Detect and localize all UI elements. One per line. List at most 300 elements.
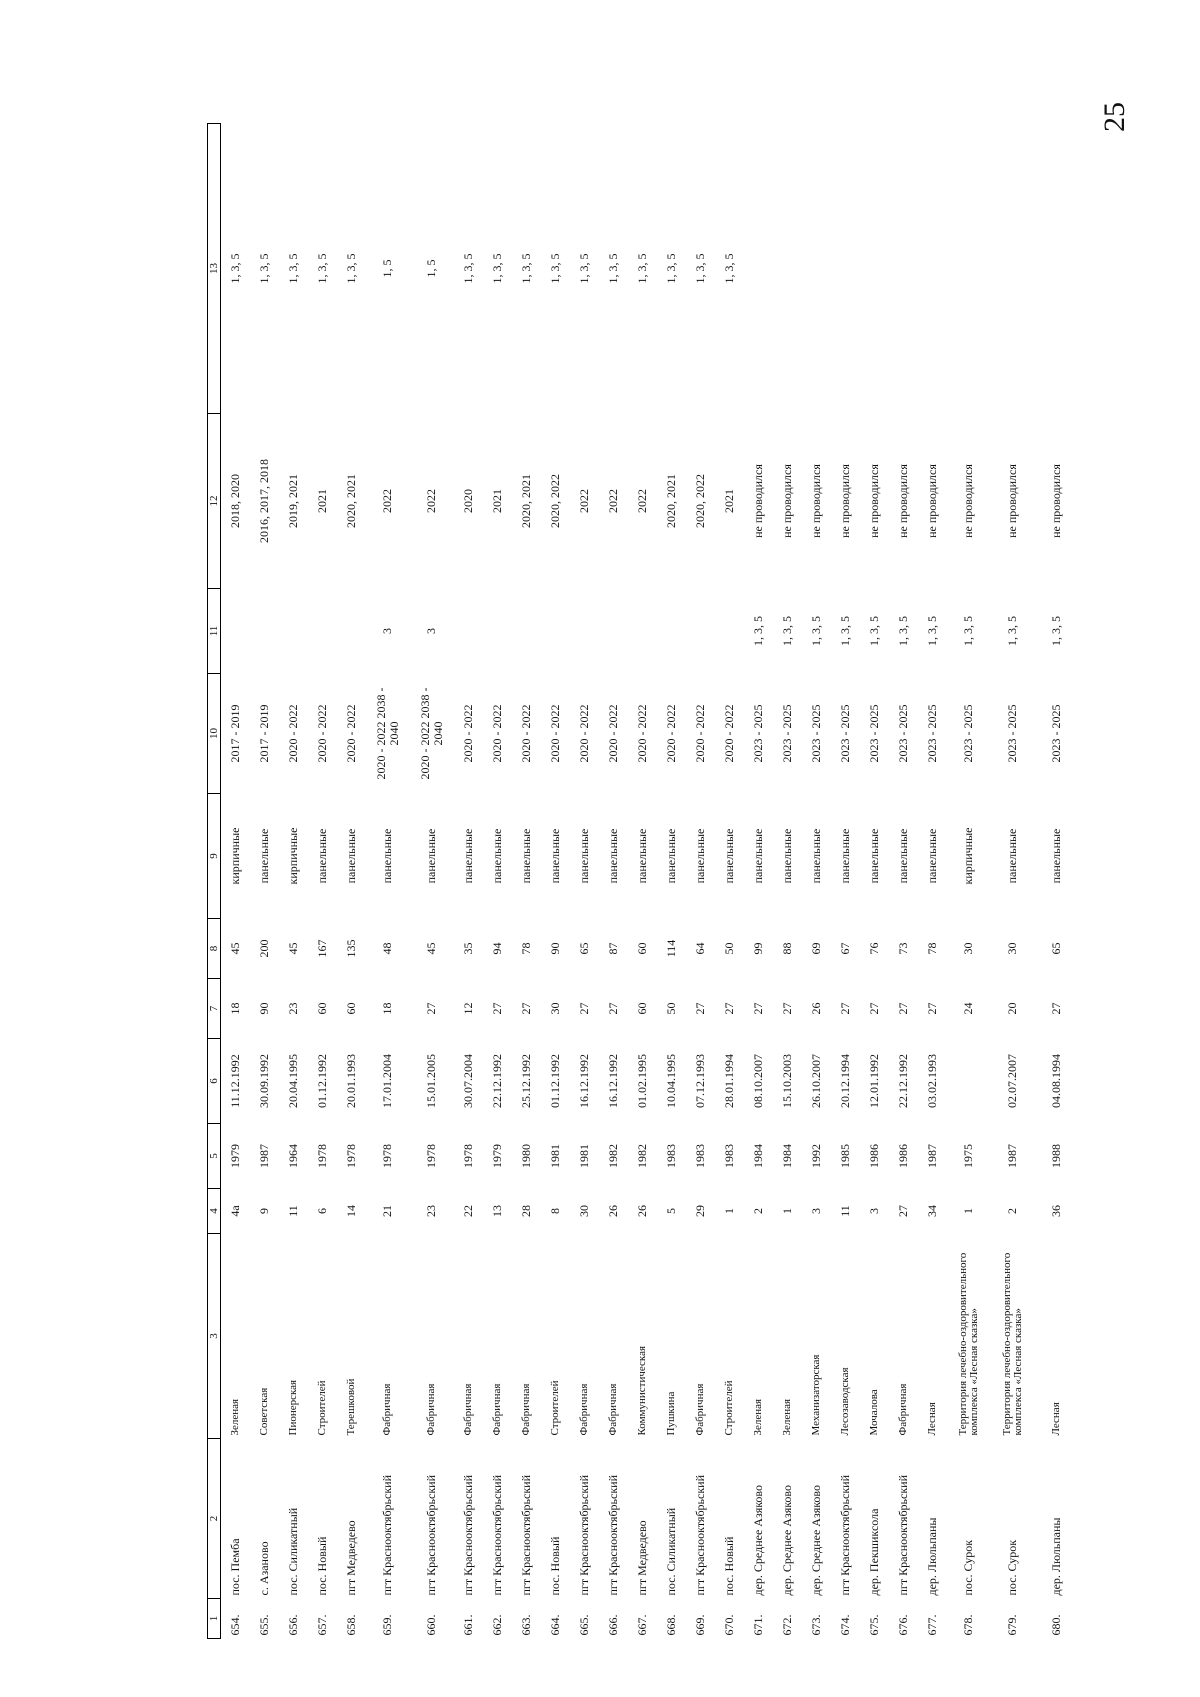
col12-cell: 2021 <box>489 489 504 513</box>
wall-material-cell: панельные <box>634 828 649 884</box>
date-cell: 30.07.2004 <box>460 1054 475 1108</box>
row-number: 658. <box>343 1614 358 1636</box>
period-cell: 2023 - 2025 <box>961 704 975 763</box>
col12-cell: 2022 <box>576 489 591 513</box>
col13-cell: 1, 3, 5 <box>663 253 678 284</box>
street-cell: Пушкина <box>664 1391 677 1436</box>
period-cell: 2017 - 2019 <box>256 704 271 763</box>
house-number-cell: 30 <box>576 1205 591 1217</box>
house-number-cell: 21 <box>380 1205 394 1217</box>
row-number: 661. <box>460 1614 475 1636</box>
col8-cell: 99 <box>750 942 765 955</box>
page-number: 25 <box>1098 102 1131 132</box>
col8-cell: 60 <box>634 942 649 955</box>
date-cell: 20.04.1995 <box>285 1054 300 1108</box>
house-number-cell: 9 <box>256 1208 271 1214</box>
build-year-cell: 1986 <box>866 1144 881 1168</box>
settlement-cell: пос. Пемба <box>227 1538 242 1596</box>
col13-cell: 1, 3, 5 <box>634 253 649 284</box>
settlement-cell: дер. Среднее Азяково <box>808 1484 823 1596</box>
col12-cell: не проводился <box>808 464 823 538</box>
housing-table <box>207 123 1079 1639</box>
col11-cell <box>599 589 628 674</box>
col13-cell <box>947 124 991 414</box>
col7-cell: 27 <box>1049 1002 1063 1015</box>
date-cell: 02.07.2007 <box>1005 1054 1019 1108</box>
period-cell: 2023 - 2025 <box>924 704 939 763</box>
col8-cell: 65 <box>1049 942 1063 955</box>
col13-cell <box>918 124 947 414</box>
table-row <box>512 124 541 1639</box>
street-cell: Зеленая <box>751 1398 764 1436</box>
col8-cell: 65 <box>576 942 591 955</box>
house-number-cell: 5 <box>663 1208 678 1214</box>
col12-cell: 2020 <box>460 489 475 513</box>
house-number-cell: 26 <box>634 1205 649 1217</box>
col12-cell: 2020, 2021 <box>343 474 358 528</box>
settlement-cell: пгт Краснооктябрьский <box>424 1474 438 1596</box>
build-year-cell: 1981 <box>547 1144 562 1168</box>
col-header-9: 9 <box>208 794 221 919</box>
build-year-cell: 1978 <box>460 1144 475 1168</box>
row-number: 677. <box>924 1614 939 1636</box>
build-year-cell: 1964 <box>285 1144 300 1168</box>
row-number: 659. <box>380 1614 394 1636</box>
col13-cell: 1, 3, 5 <box>605 253 620 284</box>
col8-cell: 73 <box>895 942 910 955</box>
row-number: 664. <box>547 1614 562 1636</box>
build-year-cell: 1983 <box>692 1144 707 1168</box>
col13-cell <box>802 124 831 414</box>
wall-material-cell: панельные <box>605 828 620 884</box>
period-cell: 2020 - 2022 <box>663 704 678 763</box>
col8-cell: 94 <box>489 942 504 955</box>
house-number-cell: 36 <box>1049 1205 1063 1217</box>
wall-material-cell: панельные <box>380 828 394 884</box>
date-cell: 16.12.1992 <box>576 1054 591 1108</box>
col11-cell: 1, 3, 5 <box>1049 616 1063 646</box>
period-cell: 2023 - 2025 <box>866 704 881 763</box>
col7-cell: 60 <box>634 1002 649 1015</box>
build-year-cell: 1984 <box>750 1144 765 1168</box>
col7-cell: 18 <box>227 1002 242 1015</box>
housing-table-rotated <box>207 124 1063 1639</box>
wall-material-cell: панельные <box>750 828 765 884</box>
table-row <box>947 124 991 1639</box>
col11-cell <box>570 589 599 674</box>
build-year-cell: 1983 <box>663 1144 678 1168</box>
settlement-cell: пгт Краснооктябрьский <box>605 1474 620 1596</box>
period-cell: 2020 - 2022 <box>314 704 329 763</box>
col11-cell <box>628 589 657 674</box>
col7-cell: 27 <box>837 1002 852 1015</box>
col7-cell: 23 <box>285 1002 300 1015</box>
col8-cell: 78 <box>924 942 939 955</box>
street-cell: Советская <box>257 1387 270 1436</box>
row-number: 660. <box>424 1614 438 1636</box>
col8-cell: 200 <box>256 939 271 958</box>
wall-material-cell: панельные <box>547 828 562 884</box>
street-cell: Пионерская <box>286 1379 299 1436</box>
street-cell: Фабричная <box>693 1383 706 1436</box>
wall-material-cell: кирпичные <box>285 827 300 885</box>
period-cell: 2023 - 2025 <box>1049 704 1063 763</box>
col12-cell: не проводился <box>866 464 881 538</box>
settlement-cell: пос. Сурок <box>961 1539 975 1596</box>
house-number-cell: 3 <box>866 1208 881 1214</box>
date-cell: 28.01.1994 <box>721 1054 736 1108</box>
house-number-cell: 4а <box>227 1205 242 1217</box>
house-number-cell: 22 <box>460 1205 475 1217</box>
col13-cell: 1, 3, 5 <box>460 253 475 284</box>
wall-material-cell: панельные <box>779 828 794 884</box>
col7-cell: 27 <box>895 1002 910 1015</box>
col11-cell <box>715 589 744 674</box>
col-header-13: 13 <box>208 124 221 414</box>
col13-cell <box>860 124 889 414</box>
col12-cell: 2022 <box>424 489 438 513</box>
house-number-cell: 34 <box>924 1205 939 1217</box>
build-year-cell: 1978 <box>314 1144 329 1168</box>
col8-cell: 45 <box>285 942 300 955</box>
col13-cell: 1, 3, 5 <box>227 253 242 284</box>
period-cell: 2020 - 2022 2038 - 2040 <box>417 687 445 780</box>
table-body <box>221 124 1079 1639</box>
street-cell: Строителей <box>722 1380 735 1436</box>
date-cell: 20.12.1994 <box>837 1054 852 1108</box>
col7-cell: 27 <box>779 1002 794 1015</box>
row-number: 680. <box>1049 1614 1063 1636</box>
build-year-cell: 1985 <box>837 1144 852 1168</box>
col7-cell: 18 <box>380 1002 394 1015</box>
col11-cell <box>308 589 337 674</box>
date-cell: 15.01.2005 <box>424 1054 438 1108</box>
build-year-cell: 1992 <box>808 1144 823 1168</box>
period-cell: 2020 - 2022 <box>692 704 707 763</box>
wall-material-cell: панельные <box>721 828 736 884</box>
col12-cell: 2020, 2021 <box>518 474 533 528</box>
col-header-5: 5 <box>208 1124 221 1189</box>
row-number: 670. <box>721 1614 736 1636</box>
col12-cell: 2020, 2021 <box>663 474 678 528</box>
wall-material-cell: панельные <box>808 828 823 884</box>
date-cell: 25.12.1992 <box>518 1054 533 1108</box>
col11-cell: 3 <box>380 628 394 634</box>
col7-cell: 27 <box>692 1002 707 1015</box>
table-row <box>221 124 250 1639</box>
col8-cell: 78 <box>518 942 533 955</box>
street-cell: Лесозаводская <box>838 1367 851 1436</box>
wall-material-cell: панельные <box>489 828 504 884</box>
table-row <box>570 124 599 1639</box>
house-number-cell: 2 <box>1005 1208 1019 1214</box>
row-number: 679. <box>1005 1614 1019 1636</box>
col-header-10: 10 <box>208 674 221 794</box>
wall-material-cell: панельные <box>256 828 271 884</box>
settlement-cell: пгт Краснооктябрьский <box>576 1474 591 1596</box>
date-cell: 10.04.1995 <box>663 1054 678 1108</box>
col7-cell: 27 <box>489 1002 504 1015</box>
table-row <box>715 124 744 1639</box>
col13-cell <box>991 124 1035 414</box>
row-number: 674. <box>837 1614 852 1636</box>
street-cell: Территория лечебно-оздоровительного комплекса «Лесная сказка» <box>1000 1252 1024 1436</box>
build-year-cell: 1979 <box>489 1144 504 1168</box>
street-cell: Зеленая <box>228 1398 241 1436</box>
col13-cell: 1, 5 <box>380 259 394 278</box>
build-year-cell: 1979 <box>227 1144 242 1168</box>
wall-material-cell: панельные <box>424 828 438 884</box>
col8-cell: 88 <box>779 942 794 955</box>
house-number-cell: 2 <box>750 1208 765 1214</box>
col11-cell <box>337 589 366 674</box>
row-number: 663. <box>518 1614 533 1636</box>
col13-cell <box>889 124 918 414</box>
street-cell: Терешковой <box>344 1378 357 1436</box>
period-cell: 2020 - 2022 <box>634 704 649 763</box>
build-year-cell: 1975 <box>961 1144 975 1168</box>
date-cell <box>947 1039 991 1124</box>
table-row <box>366 124 410 1639</box>
house-number-cell: 1 <box>779 1208 794 1214</box>
wall-material-cell: панельные <box>1049 828 1063 884</box>
street-cell: Механизаторская <box>809 1354 822 1436</box>
col7-cell: 27 <box>518 1002 533 1015</box>
col12-cell: 2022 <box>634 489 649 513</box>
period-cell: 2023 - 2025 <box>750 704 765 763</box>
row-number: 672. <box>779 1614 794 1636</box>
wall-material-cell: кирпичные <box>227 827 242 885</box>
col11-cell: 1, 3, 5 <box>924 616 939 646</box>
date-cell: 17.01.2004 <box>380 1054 394 1108</box>
col11-cell <box>541 589 570 674</box>
date-cell: 30.09.1992 <box>256 1054 271 1108</box>
street-cell: Мочалова <box>867 1389 880 1436</box>
table-row <box>686 124 715 1639</box>
period-cell: 2023 - 2025 <box>895 704 910 763</box>
house-number-cell: 14 <box>343 1205 358 1217</box>
street-cell: Строителей <box>315 1380 328 1436</box>
table-row <box>1035 124 1079 1639</box>
period-cell: 2017 - 2019 <box>227 704 242 763</box>
col-header-12: 12 <box>208 414 221 589</box>
col7-cell: 90 <box>256 1002 271 1015</box>
row-number: 668. <box>663 1614 678 1636</box>
period-cell: 2020 - 2022 <box>518 704 533 763</box>
col7-cell: 12 <box>460 1002 475 1015</box>
build-year-cell: 1987 <box>924 1144 939 1168</box>
table-row <box>454 124 483 1639</box>
col-header-2: 2 <box>208 1439 221 1599</box>
col8-cell: 30 <box>961 942 975 955</box>
col11-cell: 1, 3, 5 <box>961 616 975 646</box>
period-cell: 2020 - 2022 <box>721 704 736 763</box>
wall-material-cell: панельные <box>837 828 852 884</box>
house-number-cell: 1 <box>721 1208 736 1214</box>
col12-cell: не проводился <box>895 464 910 538</box>
settlement-cell: дер. Пекшиксола <box>866 1508 881 1596</box>
period-cell: 2020 - 2022 <box>343 704 358 763</box>
date-cell: 16.12.1992 <box>605 1054 620 1108</box>
settlement-cell: дер. Среднее Азяково <box>779 1484 794 1596</box>
col8-cell: 45 <box>424 942 438 955</box>
row-number: 662. <box>489 1614 504 1636</box>
build-year-cell: 1982 <box>605 1144 620 1168</box>
col13-cell: 1, 3, 5 <box>256 253 271 284</box>
col11-cell <box>250 589 279 674</box>
col11-cell: 1, 3, 5 <box>837 616 852 646</box>
col7-cell: 26 <box>808 1002 823 1015</box>
street-cell: Зеленая <box>780 1398 793 1436</box>
table-row <box>628 124 657 1639</box>
col12-cell: 2021 <box>314 489 329 513</box>
col12-cell: 2020, 2022 <box>547 474 562 528</box>
house-number-cell: 28 <box>518 1205 533 1217</box>
table-row <box>599 124 628 1639</box>
date-cell: 22.12.1992 <box>489 1054 504 1108</box>
house-number-cell: 23 <box>424 1205 438 1217</box>
wall-material-cell: панельные <box>518 828 533 884</box>
col13-cell: 1, 3, 5 <box>692 253 707 284</box>
col7-cell: 27 <box>721 1002 736 1015</box>
build-year-cell: 1986 <box>895 1144 910 1168</box>
table-row <box>279 124 308 1639</box>
col11-cell <box>221 589 250 674</box>
col12-cell: 2016, 2017, 2018 <box>256 459 271 543</box>
build-year-cell: 1978 <box>380 1144 394 1168</box>
settlement-cell: пос. Новый <box>721 1536 736 1596</box>
settlement-cell: пгт Краснооктябрьский <box>489 1474 504 1596</box>
col13-cell: 1, 5 <box>424 259 438 278</box>
col8-cell: 64 <box>692 942 707 955</box>
wall-material-cell: панельные <box>895 828 910 884</box>
col8-cell: 48 <box>380 942 394 955</box>
col13-cell: 1, 3, 5 <box>576 253 591 284</box>
col7-cell: 24 <box>961 1002 975 1015</box>
date-cell: 08.10.2007 <box>750 1054 765 1108</box>
wall-material-cell: панельные <box>924 828 939 884</box>
col13-cell <box>831 124 860 414</box>
street-cell: Фабричная <box>896 1383 909 1436</box>
col12-cell: не проводился <box>779 464 794 538</box>
street-cell: Фабричная <box>490 1383 503 1436</box>
col13-cell: 1, 3, 5 <box>547 253 562 284</box>
col7-cell: 27 <box>750 1002 765 1015</box>
col13-cell: 1, 3, 5 <box>721 253 736 284</box>
house-number-cell: 11 <box>837 1205 852 1217</box>
street-cell: Лесная <box>925 1402 938 1436</box>
house-number-cell: 29 <box>692 1205 707 1217</box>
col12-cell: 2019, 2021 <box>285 474 300 528</box>
house-number-cell: 3 <box>808 1208 823 1214</box>
period-cell: 2023 - 2025 <box>779 704 794 763</box>
build-year-cell: 1980 <box>518 1144 533 1168</box>
date-cell: 15.10.2003 <box>779 1054 794 1108</box>
col13-cell: 1, 3, 5 <box>285 253 300 284</box>
col12-cell: 2018, 2020 <box>227 474 242 528</box>
wall-material-cell: панельные <box>866 828 881 884</box>
date-cell: 26.10.2007 <box>808 1054 823 1108</box>
wall-material-cell: кирпичные <box>961 827 975 885</box>
date-cell: 12.01.1992 <box>866 1054 881 1108</box>
col8-cell: 87 <box>605 942 620 955</box>
row-number: 656. <box>285 1614 300 1636</box>
col11-cell <box>279 589 308 674</box>
house-number-cell: 1 <box>961 1208 975 1214</box>
col11-cell <box>454 589 483 674</box>
settlement-cell: пос. Силикатный <box>663 1507 678 1596</box>
settlement-cell: пос. Силикатный <box>285 1507 300 1596</box>
col12-cell: не проводился <box>750 464 765 538</box>
col13-cell <box>1035 124 1079 414</box>
col8-cell: 50 <box>721 942 736 955</box>
col11-cell <box>686 589 715 674</box>
date-cell: 22.12.1992 <box>895 1054 910 1108</box>
col13-cell <box>744 124 773 414</box>
col8-cell: 114 <box>663 939 678 958</box>
date-cell: 20.01.1993 <box>343 1054 358 1108</box>
col12-cell: не проводился <box>837 464 852 538</box>
col8-cell: 90 <box>547 942 562 955</box>
col8-cell: 69 <box>808 942 823 955</box>
table-row <box>802 124 831 1639</box>
col11-cell <box>483 589 512 674</box>
col8-cell: 167 <box>314 939 329 958</box>
build-year-cell: 1978 <box>343 1144 358 1168</box>
col-header-8: 8 <box>208 919 221 979</box>
period-cell: 2023 - 2025 <box>1005 704 1019 763</box>
col11-cell <box>512 589 541 674</box>
period-cell: 2023 - 2025 <box>808 704 823 763</box>
settlement-cell: дер. Среднее Азяково <box>750 1484 765 1596</box>
period-cell: 2023 - 2025 <box>837 704 852 763</box>
col13-cell: 1, 3, 5 <box>518 253 533 284</box>
col11-cell: 3 <box>424 628 438 634</box>
wall-material-cell: панельные <box>663 828 678 884</box>
settlement-cell: пгт Краснооктябрьский <box>518 1474 533 1596</box>
build-year-cell: 1981 <box>576 1144 591 1168</box>
col8-cell: 76 <box>866 942 881 955</box>
table-row <box>744 124 773 1639</box>
house-number-cell: 11 <box>285 1205 300 1217</box>
col7-cell: 30 <box>547 1002 562 1015</box>
street-cell: Коммунистическая <box>635 1345 648 1436</box>
date-cell: 01.02.1995 <box>634 1054 649 1108</box>
table-row <box>657 124 686 1639</box>
build-year-cell: 1987 <box>256 1144 271 1168</box>
date-cell: 01.12.1992 <box>547 1054 562 1108</box>
table-row <box>410 124 454 1639</box>
table-row <box>250 124 279 1639</box>
row-number: 655. <box>256 1614 271 1636</box>
wall-material-cell: панельные <box>460 828 475 884</box>
col12-cell: 2020, 2022 <box>692 474 707 528</box>
table-row <box>308 124 337 1639</box>
col11-cell: 1, 3, 5 <box>808 616 823 646</box>
street-cell: Фабричная <box>519 1383 532 1436</box>
settlement-cell: с. Азаново <box>256 1541 271 1596</box>
col12-cell: 2021 <box>721 489 736 513</box>
settlement-cell: пос. Новый <box>547 1536 562 1596</box>
col13-cell: 1, 3, 5 <box>314 253 329 284</box>
settlement-cell: пгт Краснооктябрьский <box>692 1474 707 1596</box>
row-number: 671. <box>750 1614 765 1636</box>
settlement-cell: пос. Новый <box>314 1536 329 1596</box>
house-number-cell: 26 <box>605 1205 620 1217</box>
period-cell: 2020 - 2022 <box>460 704 475 763</box>
col13-cell: 1, 3, 5 <box>489 253 504 284</box>
date-cell: 07.12.1993 <box>692 1054 707 1108</box>
